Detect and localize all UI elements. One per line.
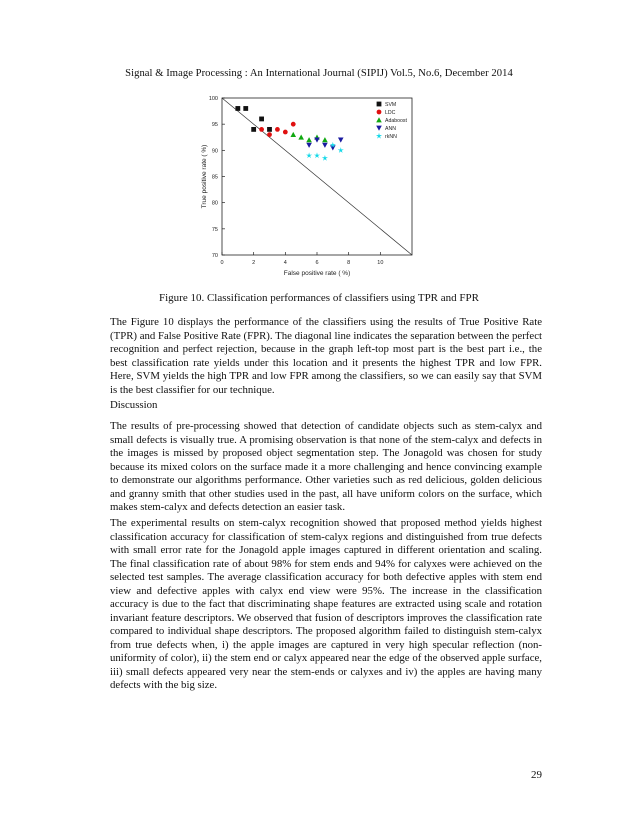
series-ldc (259, 122, 295, 137)
x-axis-label: False positive rate ( %) (283, 270, 351, 277)
y-tick-label: 90 (211, 148, 218, 155)
point-svm (251, 127, 256, 132)
y-tick-label: 95 (211, 122, 218, 129)
point-adaboost (298, 134, 304, 139)
page-number: 29 (531, 769, 542, 781)
y-axis-label: True positive rate ( %) (201, 144, 208, 209)
x-tick-label: 8 (347, 260, 351, 266)
point-adaboost (322, 137, 328, 142)
legend-label-svm: SVM (385, 102, 397, 108)
point-rknn (306, 152, 312, 158)
series-svm (235, 106, 271, 132)
y-tick-label: 70 (211, 253, 218, 259)
legend-marker-ann (376, 126, 382, 131)
point-adaboost (290, 132, 296, 137)
paragraph-stem-calyx-results: The experimental results on stem-calyx recognition showed that proposed method yields highest classification accuracy for classification of stem-calyx regions and distinguished from true defects with small error rate for the Jonagold apple images captured in different orientation and scaling. The final classification rate of about 98% for stem ends and 94% for calyxes were achieved on the selected test samples. The average classification accuracy for both defective apples with stem end view and defective apples with calyx end view were 95%. The increase in the classification accuracy is due to the fact that discriminating shape features are extracted using scale and rotation invariant feature descriptors. We observed that fusion of descriptors improves the classification rate compared to individual shape descriptors. The proposed algorithm failed to distinguish stem-calyx from true defects when, i) the apple images are captured in very high specular reflection (non-uniformity of color), ii) the stem end or calyx appeared near the edge of the observed apple surface, iii) small defects appeared very near the stem-ends or calyxes and iv) the apples are having many defects with the big size. (110, 517, 542, 691)
point-svm (243, 106, 248, 111)
point-adaboost (306, 137, 312, 142)
point-rknn (322, 155, 328, 161)
point-rknn (338, 147, 344, 153)
point-svm (259, 117, 264, 122)
x-tick-label: 0 (220, 260, 224, 266)
paragraph-figure-description: The Figure 10 displays the performance of the classifiers using the results of True Positive Rate (TPR) and False Positive Rate (FPR). The diagonal line indicates the separation between the perfect recognition and perfect rejection, because in the graph left-top most part is the best part i.e., the best classification rate yields under this location and it presents the highest TPR and low FPR. Here, SVM yields the high TPR and low FPR among the classifiers, so we can easily say that SVM is the best classifier for our technique. (110, 316, 542, 396)
y-tick-label: 85 (211, 174, 218, 181)
figure-caption: Figure 10. Classification performances of classifiers using TPR and FPR (159, 292, 479, 304)
point-ldc (259, 127, 264, 132)
point-ann (338, 137, 344, 142)
diagonal-line (222, 98, 412, 255)
point-ann (306, 143, 312, 148)
point-svm (267, 127, 272, 132)
point-ldc (291, 122, 296, 127)
point-ann (322, 143, 328, 148)
point-ldc (267, 132, 272, 137)
y-tick-label: 100 (208, 96, 218, 102)
point-ldc (283, 130, 288, 135)
legend-label-adaboost: Adaboost (385, 118, 407, 124)
legend-marker-adaboost (376, 117, 382, 122)
x-tick-label: 4 (283, 260, 287, 266)
point-ann (314, 137, 320, 142)
x-tick-label: 6 (315, 260, 319, 266)
section-heading-discussion: Discussion (110, 399, 158, 411)
y-tick-label: 75 (211, 226, 218, 233)
legend-marker-rknn (376, 133, 382, 139)
roc-scatter-chart (185, 88, 425, 284)
journal-header: Signal & Image Processing : An International Journal (SIPIJ) Vol.5, No.6, December 2014 (125, 68, 513, 79)
point-rknn (314, 152, 320, 158)
x-tick-label: 10 (377, 260, 384, 266)
point-svm (235, 106, 240, 111)
legend-label-ann: ANN (385, 126, 396, 132)
y-tick-label: 80 (211, 200, 218, 207)
legend-marker-svm (377, 102, 382, 107)
x-tick-label: 2 (252, 260, 256, 266)
legend-label-ldc: LDC (385, 110, 396, 116)
series-adaboost (290, 132, 327, 142)
paragraph-preprocessing-results: The results of pre-processing showed that detection of candidate objects such as stem-calyx and small defects is visually true. A promising observation is that none of the stem-calyx and defects in the images is missed by proposed object segmentation step. The Jonagold was chosen for study because its mixed colors on the surface made it a more challenging and hence convincing example to demonstrate our algorithms performance. Other varieties such as red delicious, golden delicious and granny smith that other studies used in the past, all have uniform colors on the surface, which makes stem-calyx and defects detection an easier task. (110, 420, 542, 513)
legend-label-rknn: rkNN (385, 134, 397, 140)
point-ldc (275, 127, 280, 132)
legend-marker-ldc (377, 110, 382, 115)
